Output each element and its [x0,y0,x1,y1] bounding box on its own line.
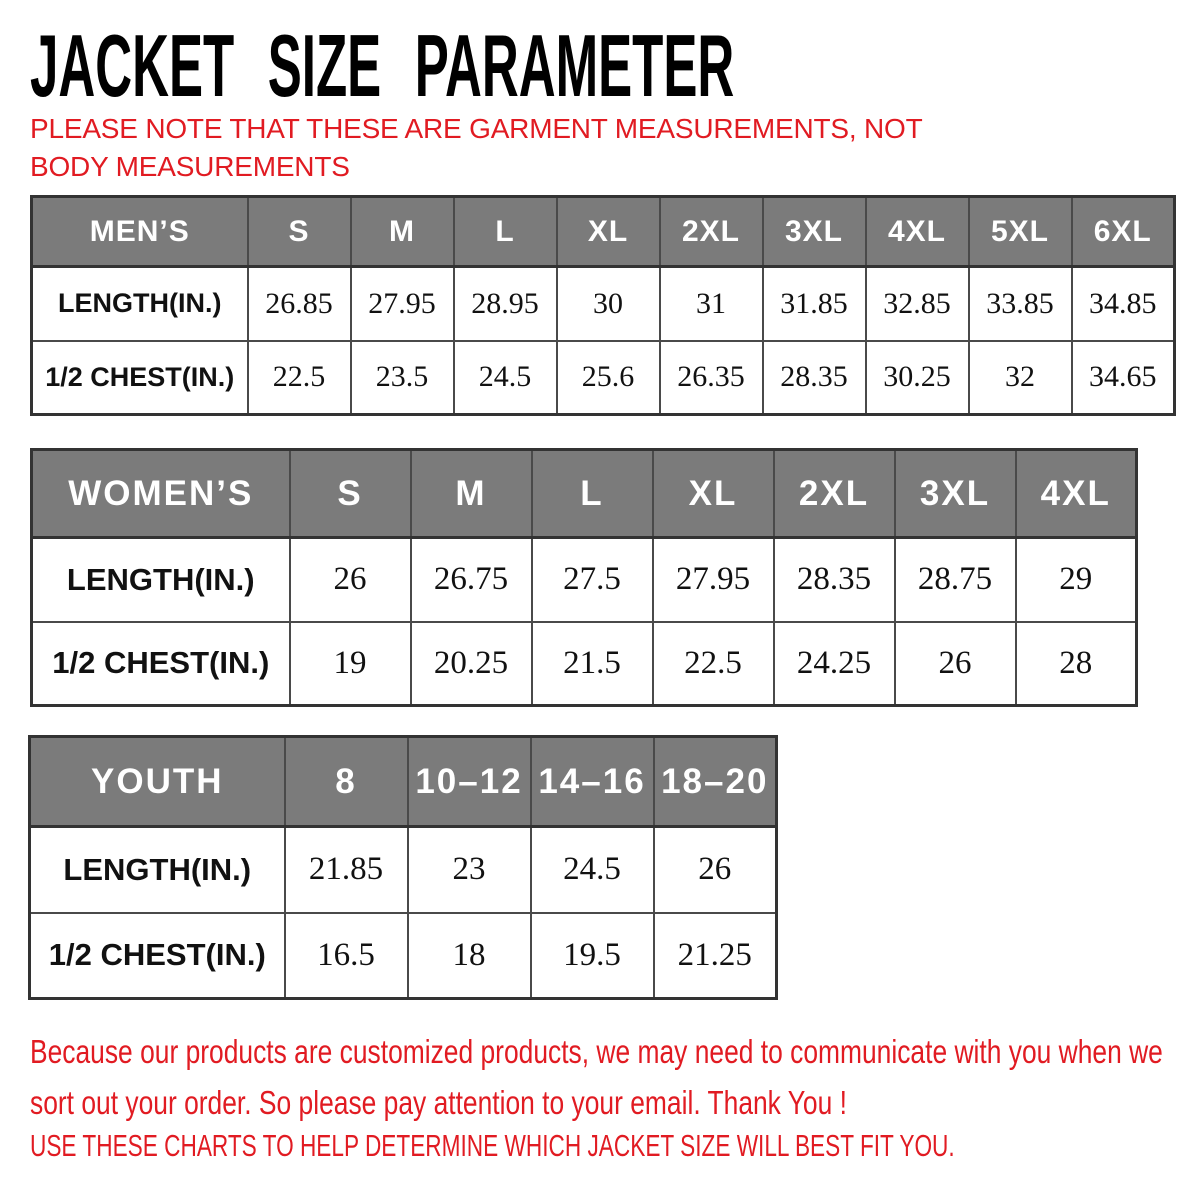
mens-header-row [32,197,1175,267]
womens-length-value: 26.75 [411,538,532,622]
youth-chest-value: 16.5 [285,913,408,999]
mens-chest-value: 23.5 [351,341,454,415]
womens-size-header-s: S [290,450,411,538]
mens-chest-value: 28.35 [763,341,866,415]
mens-size-table [30,195,1176,416]
womens-chest-value: 19 [290,622,411,706]
womens-size-header-3xl: 3XL [895,450,1016,538]
womens-chest-value: 28 [1016,622,1137,706]
womens-length-value: 27.95 [653,538,774,622]
mens-chest-value: 25.6 [557,341,660,415]
womens-size-header-4xl: 4XL [1016,450,1137,538]
womens-length-value: 28.75 [895,538,1016,622]
womens-length-value: 29 [1016,538,1137,622]
mens-length-row [32,267,1175,341]
mens-chest-value: 26.35 [660,341,763,415]
womens-length-value: 27.5 [532,538,653,622]
customized-products-note: Because our products are customized products, we may need to communicate with you when we sort out your order. So please pay attention to your email. Thank You ! [30,1033,1163,1121]
womens-size-header-m: M [411,450,532,538]
youth-length-label: LENGTH(IN.) [30,827,285,913]
mens-table-label: MEN’S [32,197,248,267]
mens-length-value: 32.85 [866,267,969,341]
mens-size-header-4xl: 4XL [866,197,969,267]
youth-header-row [30,737,777,827]
mens-size-header-3xl: 3XL [763,197,866,267]
womens-size-header-xl: XL [653,450,774,538]
mens-chest-value: 34.65 [1072,341,1175,415]
womens-size-header-l: L [532,450,653,538]
mens-length-value: 34.85 [1072,267,1175,341]
mens-length-value: 26.85 [248,267,351,341]
mens-size-header-xl: XL [557,197,660,267]
garment-measurement-note: PLEASE NOTE THAT THESE ARE GARMENT MEASUREMENTS, NOT BODY MEASUREMENTS [30,113,923,182]
womens-length-value: 28.35 [774,538,895,622]
youth-chest-value: 21.25 [654,913,777,999]
youth-length-value: 24.5 [531,827,654,913]
mens-size-header-2xl: 2XL [660,197,763,267]
mens-chest-value: 24.5 [454,341,557,415]
mens-length-value: 31 [660,267,763,341]
womens-chest-value: 22.5 [653,622,774,706]
mens-chest-value: 22.5 [248,341,351,415]
mens-length-value: 28.95 [454,267,557,341]
youth-chest-label: 1/2 CHEST(IN.) [30,913,285,999]
womens-chest-row [32,622,1137,706]
mens-size-header-s: S [248,197,351,267]
mens-length-label: LENGTH(IN.) [32,267,248,341]
mens-size-header-6xl: 6XL [1072,197,1175,267]
mens-size-header-m: M [351,197,454,267]
womens-size-table [30,448,1138,707]
womens-chest-value: 20.25 [411,622,532,706]
youth-size-table [28,735,778,1000]
use-charts-note: USE THESE CHARTS TO HELP DETERMINE WHICH JACKET SIZE WILL BEST FIT YOU. [30,1128,955,1163]
mens-size-header-5xl: 5XL [969,197,1072,267]
youth-chest-row [30,913,777,999]
womens-length-row [32,538,1137,622]
youth-chest-value: 18 [408,913,531,999]
youth-size-header-8: 8 [285,737,408,827]
youth-table-label: YOUTH [30,737,285,827]
mens-chest-value: 30.25 [866,341,969,415]
youth-length-row [30,827,777,913]
womens-length-label: LENGTH(IN.) [32,538,290,622]
mens-length-value: 30 [557,267,660,341]
page-title [30,16,1200,115]
youth-length-value: 26 [654,827,777,913]
mens-length-value: 33.85 [969,267,1072,341]
womens-header-row [32,450,1137,538]
womens-size-header-2xl: 2XL [774,450,895,538]
mens-size-header-l: L [454,197,557,267]
mens-length-value: 31.85 [763,267,866,341]
youth-size-header-14-16: 14–16 [531,737,654,827]
mens-length-value: 27.95 [351,267,454,341]
mens-chest-row [32,341,1175,415]
youth-size-header-18-20: 18–20 [654,737,777,827]
womens-chest-value: 24.25 [774,622,895,706]
youth-chest-value: 19.5 [531,913,654,999]
womens-length-value: 26 [290,538,411,622]
youth-length-value: 23 [408,827,531,913]
womens-chest-label: 1/2 CHEST(IN.) [32,622,290,706]
mens-chest-value: 32 [969,341,1072,415]
womens-chest-value: 26 [895,622,1016,706]
youth-size-header-10-12: 10–12 [408,737,531,827]
youth-length-value: 21.85 [285,827,408,913]
mens-chest-label: 1/2 CHEST(IN.) [32,341,248,415]
page-title-text: JACKET SIZE PARAMETER [30,16,735,115]
womens-chest-value: 21.5 [532,622,653,706]
womens-table-label: WOMEN’S [32,450,290,538]
